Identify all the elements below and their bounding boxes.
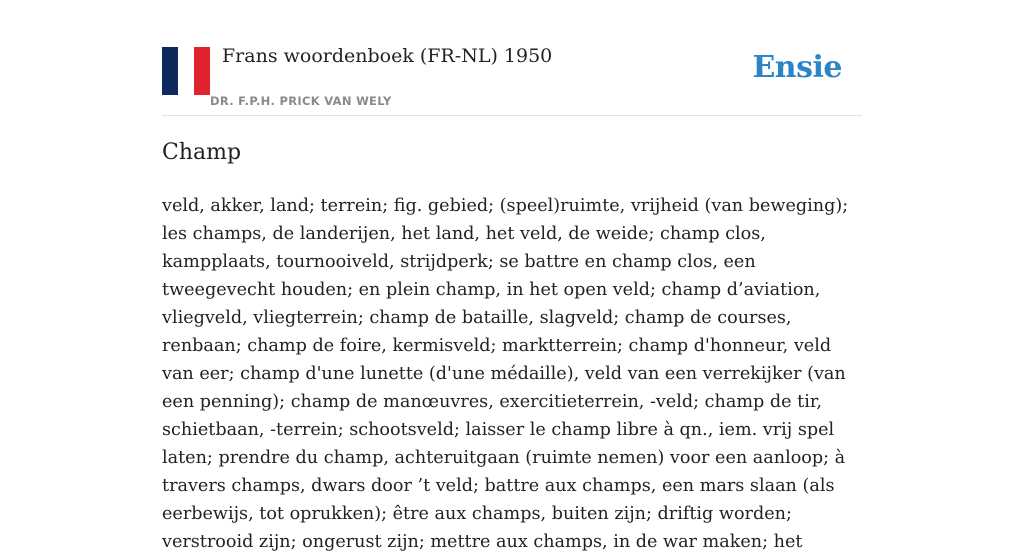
flag-stripe-white [178, 47, 194, 95]
flag-stripe-red [194, 47, 210, 95]
dictionary-header [162, 0, 862, 116]
entry-definition: veld, akker, land; terrein; fig. gebied; (speel)ruimte, vrijheid (van beweging); les champs, de landerijen, het land, het veld, de weide; champ clos, kampplaats, tournooiveld, strijdperk; se battre en champ clos, een tweegevecht houden; en plein champ, in het open veld; champ d’aviation, vliegveld, vliegterrein; champ de bataille, slagveld; champ de courses, renbaan; champ de foire, kermisveld; marktterrein; champ d'honneur, veld van eer; champ d'une lunette (d'une médaille), veld van een verrekijker (van een penning); champ de manœuvres, exercitieterrein, -veld; champ de tir, schietbaan, -terrein; schootsveld; laisser le champ libre à qn., iem. vrij spel laten; prendre du champ, achteruitgaan (ruimte nemen) voor een aanloop; à travers champs, dwars door ’t veld; battre aux champs, een mars slaan (als eerbewijs, tot oprukken); être aux champs, buiten zijn; driftig worden; verstrooid zijn; ongerust zijn; mettre aux champs, in de war maken; het [162, 196, 849, 552]
dictionary-title[interactable]: Frans woordenboek (FR-NL) 1950 [222, 45, 553, 67]
france-flag-icon [162, 47, 210, 95]
flag-stripe-blue [162, 47, 178, 95]
entry-headword: Champ [162, 140, 242, 165]
page-container [162, 0, 862, 552]
ensie-logo-link[interactable]: Ensie [752, 50, 842, 85]
dictionary-author: DR. F.P.H. PRICK VAN WELY [210, 94, 392, 108]
